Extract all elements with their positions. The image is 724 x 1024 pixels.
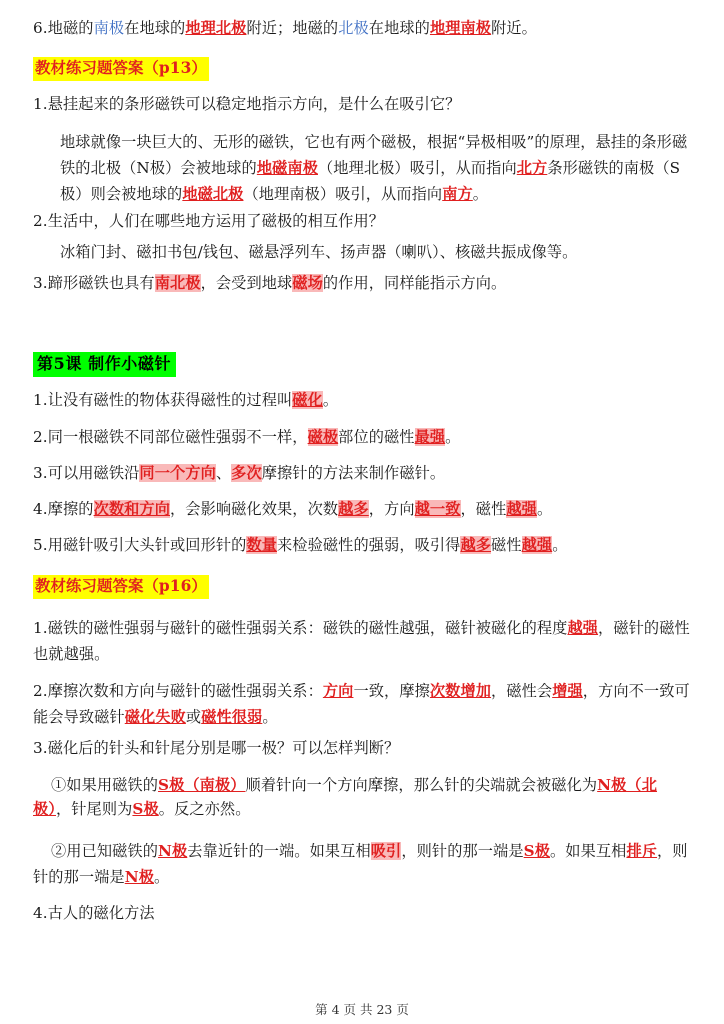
spacer	[33, 36, 693, 57]
spacer	[33, 409, 693, 430]
answer-3-sub-1	[33, 773, 693, 822]
heading-lesson-5-line	[33, 352, 693, 378]
l5-i4-highlight-more: 越多	[338, 500, 369, 519]
l5-i1-text-2: 。	[322, 391, 339, 410]
l5-i3-text-3: 摩擦针的方法来制作磁针。	[261, 463, 446, 482]
lesson5-item-5	[33, 538, 693, 553]
l5-i4-highlight-times-and-direction: 次数和方向	[93, 500, 170, 519]
heading-answers-p16: 教材练习题答案（p16）	[33, 575, 209, 599]
p16-a32-text-6: 。	[154, 867, 170, 886]
spacer	[33, 517, 693, 538]
answer-1-red-geomagnetic-north: 地磁北极	[182, 184, 244, 203]
question-3-p13	[33, 276, 693, 291]
p16-a32-text-4: 。如果互相	[550, 841, 627, 860]
l5-i3-highlight-many-times: 多次	[231, 463, 262, 482]
p16-a1-text-1: 1.磁铁的磁性强弱与磁针的磁性强弱关系：磁铁的磁性越强，磁针被磁化的程度	[33, 618, 568, 637]
p16-a2-red-direction: 方向	[322, 682, 354, 701]
paragraph-item-6	[33, 21, 693, 36]
spacer	[33, 599, 693, 615]
l5-i5-highlight-stronger: 越强	[521, 536, 553, 555]
p16-a31-red-n-pole-north: N极（北极）	[33, 775, 658, 819]
q3-text-3: 的作用，同样能指示方向。	[322, 274, 507, 293]
p16-a32-text-5: ，则针的那一端是	[33, 841, 688, 886]
spacer	[33, 554, 693, 575]
heading-answers-p13: 教材练习题答案（p13）	[33, 57, 209, 81]
spacer	[33, 113, 693, 129]
item-6-text-1: 地磁的	[47, 19, 94, 37]
p16-a2-text-1: 2.摩擦次数和方向与磁针的磁性强弱关系：	[33, 682, 323, 701]
p16-a2-text-5: 或	[185, 708, 202, 727]
p16-a32-text-1: ②用已知磁铁的	[51, 841, 159, 860]
p16-a2-red-magnetization-failure: 磁化失败	[124, 708, 186, 727]
p16-a2-red-very-weak: 磁性很弱	[201, 708, 263, 727]
p16-a31-text-2: 顺着针向一个方向摩擦，那么针的尖端就会被磁化为	[245, 775, 598, 794]
l5-i2-text-2: 部位的磁性	[338, 427, 415, 446]
p16-a31-text-4: 。反之亦然。	[158, 800, 251, 819]
p16-a1-text-2: ，磁针的磁性也就越强。	[33, 618, 690, 663]
p16-a32-red-n-pole: N极	[158, 841, 188, 860]
q3-highlight-north-south-poles: 南北极	[154, 274, 201, 293]
p16-a31-red-s-pole: S极	[132, 800, 159, 819]
spacer-section	[33, 292, 693, 352]
l5-i4-text-4: ，磁性	[460, 500, 507, 519]
l5-i5-text-3: 磁性	[491, 536, 522, 555]
answer-1-text-2: （地理北极）吸引，从而指向	[318, 158, 517, 177]
answer-2-p16	[33, 678, 693, 730]
l5-i2-text-1: 2.同一根磁铁不同部位磁性强弱不一样，	[33, 427, 308, 446]
l5-i5-highlight-more: 越多	[460, 536, 492, 555]
lesson5-item-4	[33, 502, 693, 517]
l5-i4-highlight-stronger: 越强	[506, 500, 537, 519]
l5-i1-highlight-magnetization: 磁化	[292, 391, 323, 410]
item-6-text-4: 在地球的	[368, 19, 430, 37]
answer-1-red-geomagnetic-south: 地磁南极	[256, 158, 318, 177]
heading-answers-p13-line	[33, 57, 693, 81]
l5-i5-highlight-quantity: 数量	[246, 536, 278, 555]
l5-i4-text-3: ，方向	[368, 500, 415, 519]
answer-3-sub-2	[33, 838, 693, 890]
answer-4-p16: 4.古人的磁化方法	[33, 904, 155, 923]
document-body	[33, 0, 693, 921]
answer-1-text-3: 条形磁铁的南极（S极）则会被地球的	[60, 158, 681, 203]
item-6-red-geographic-south: 地理南极	[429, 19, 492, 37]
p16-a2-text-4: ，方向不一致可能会导致磁针	[33, 682, 690, 727]
answer-1-red-north-direction: 北方	[516, 158, 548, 177]
spacer	[33, 445, 693, 466]
l5-i5-text-1: 5.用磁针吸引大头针或回形针的	[33, 536, 247, 555]
p16-a2-red-times-increase: 次数增加	[429, 682, 492, 701]
spacer	[33, 667, 693, 678]
answer-1-text-1: 地球就像一块巨大的、无形的磁铁，它也有两个磁极，根据“异极相吸”的原理，悬挂的条形磁铁的北极（N极）会被地球的	[60, 132, 688, 177]
l5-i2-text-3: 。	[445, 427, 461, 446]
p16-a31-text-1: ①如果用磁铁的	[51, 775, 159, 794]
p16-a2-text-3: ，磁性会	[491, 682, 553, 701]
answer-1-text-4: （地理南极）吸引，从而指向	[243, 184, 443, 203]
l5-i4-text-5: 。	[536, 500, 553, 519]
l5-i4-text-2: ，会影响磁化效果，次数	[170, 500, 339, 519]
lesson5-item-3	[33, 463, 693, 482]
lesson5-item-1	[33, 393, 693, 408]
lesson5-item-2	[33, 427, 693, 446]
item-6-text-2: 在地球的	[124, 19, 186, 37]
item-6-blue-north-pole: 北极	[338, 19, 369, 37]
l5-i3-text-1: 3.可以用磁铁沿	[33, 463, 140, 482]
p16-a2-red-enhanced: 增强	[552, 682, 583, 701]
l5-i2-highlight-strongest: 最强	[414, 427, 446, 446]
l5-i5-text-4: 。	[552, 536, 568, 555]
l5-i4-text-1: 4.摩擦的	[33, 500, 94, 519]
q3-text-1: 3.蹄形磁铁也具有	[33, 274, 155, 293]
l5-i2-highlight-magnetic-pole: 磁极	[307, 427, 339, 446]
item-6-blue-south-pole: 南极	[93, 19, 125, 37]
item-6-text-5: 附近。	[491, 19, 537, 37]
p16-a32-highlight-attract: 吸引	[370, 841, 402, 860]
q3-highlight-magnetic-field: 磁场	[292, 274, 323, 293]
p16-a32-red-s-pole: S极	[523, 841, 550, 860]
answer-1-p16	[33, 615, 693, 667]
spacer	[33, 822, 693, 838]
p16-a2-text-6: 。	[262, 708, 278, 727]
answer-1-text-5: 。	[472, 184, 489, 203]
item-6-text-3: 附近；地磁的	[246, 19, 339, 37]
item-6-red-geographic-north: 地理北极	[185, 19, 247, 37]
spacer	[33, 481, 693, 502]
heading-answers-p16-line	[33, 575, 693, 599]
p16-a32-text-3: ，则针的那一端是	[401, 841, 524, 860]
question-2-p13: 2.生活中，人们在哪些地方运用了磁极的相互作用？	[33, 212, 385, 231]
l5-i1-text-1: 1.让没有磁性的物体获得磁性的过程叫	[33, 391, 293, 410]
l5-i4-highlight-more-consistent: 越一致	[414, 500, 461, 519]
answer-1-red-south-direction: 南方	[442, 184, 473, 203]
p16-a32-red-repel: 排斥	[626, 841, 658, 860]
answer-2-p13: 冰箱门封、磁扣书包/钱包、磁悬浮列车、扬声器（喇叭）、核磁共振成像等。	[60, 243, 578, 262]
item-6-number: 6.	[33, 19, 48, 37]
answer-1-p13	[33, 129, 693, 207]
p16-a2-text-2: 一致，摩擦	[353, 682, 430, 701]
l5-i3-highlight-same-direction: 同一个方向	[139, 463, 216, 482]
p16-a31-text-3: ，针尾则为	[55, 800, 133, 819]
heading-lesson-5: 第5课 制作小磁针	[33, 352, 176, 378]
spacer-top	[33, 0, 693, 21]
p16-a1-red-stronger: 越强	[567, 618, 599, 637]
question-1-p13: 1.悬挂起来的条形磁铁可以稳定地指示方向，是什么在吸引它？	[33, 95, 461, 114]
question-3-p16: 3.磁化后的针头和针尾分别是哪一极？可以怎样判断？	[33, 739, 400, 758]
p16-a32-red-n-pole-2: N极	[124, 867, 155, 886]
q3-text-2: ，会受到地球	[200, 274, 293, 293]
p16-a31-red-s-pole-south: S极（南极）	[158, 775, 246, 794]
l5-i3-text-2: 、	[215, 463, 232, 482]
page-footer: 第 4 页 共 23 页	[315, 1002, 409, 1017]
l5-i5-text-2: 来检验磁性的强弱，吸引得	[277, 536, 461, 555]
spacer	[33, 757, 693, 773]
p16-a32-text-2: 去靠近针的一端。如果互相	[187, 841, 371, 860]
